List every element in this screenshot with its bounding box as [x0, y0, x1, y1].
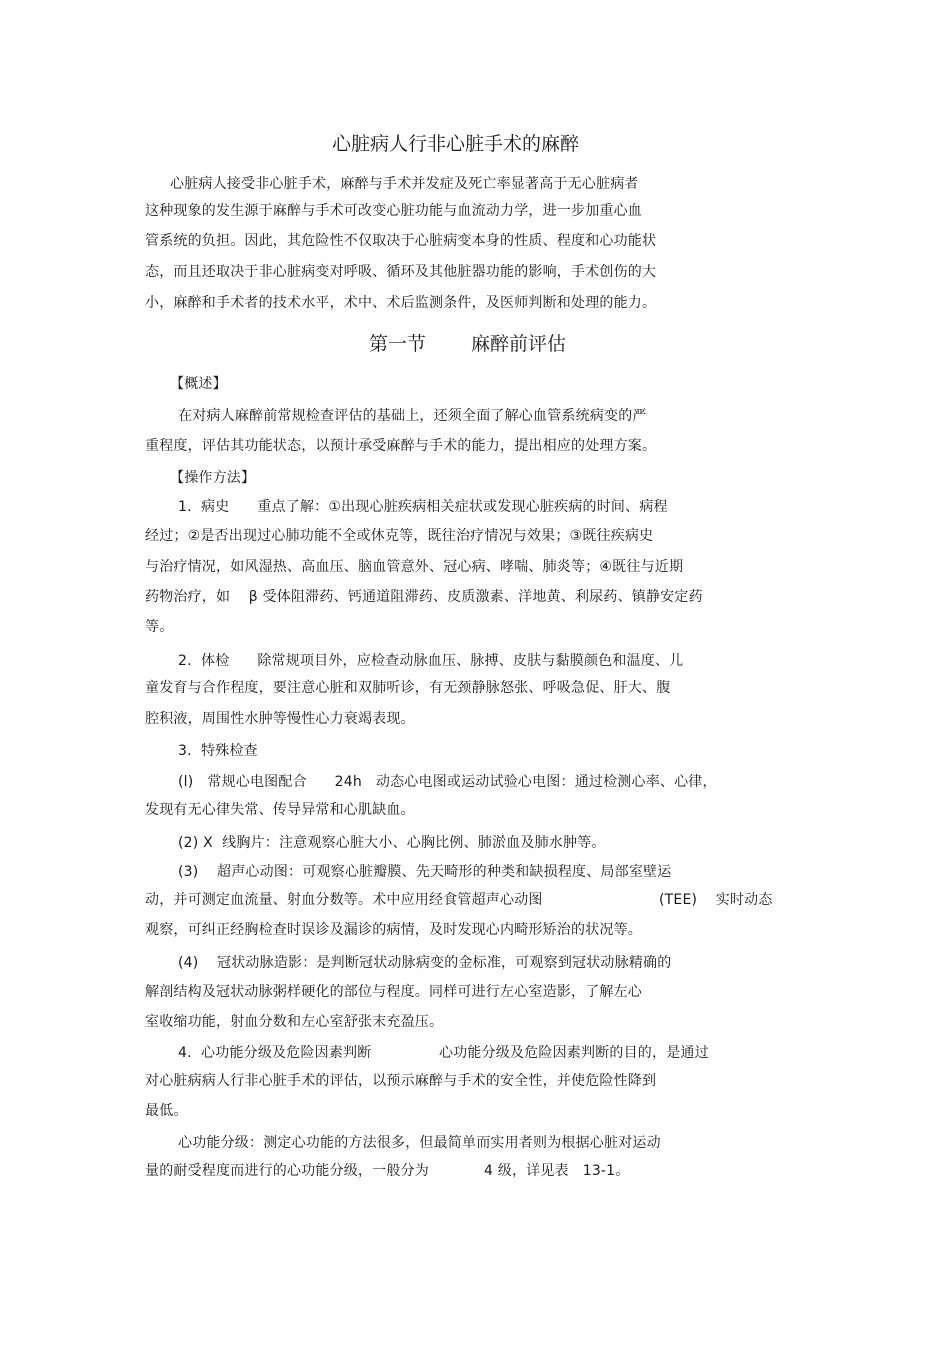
history-line: 等。: [145, 619, 174, 635]
intro-line: 管系统的负担。因此，其危险性不仅取决于心脏病变本身的性质、程度和心功能状: [145, 233, 657, 249]
method-label: 【操作方法】: [170, 470, 256, 486]
physical-line: 2. 体检 除常规项目外，应检查动脉血压、脉搏、皮肤与黏膜颜色和温度、儿: [178, 653, 684, 669]
special-exam-label: 3. 特殊检查: [178, 743, 258, 759]
intro-line: 态，而且还取决于非心脏病变对呼吸、循环及其他脏器功能的影响，手术创伤的大: [145, 264, 657, 280]
history-line: 1. 病史 重点了解：①出现心脏疾病相关症状或发现心脏疾病的时间、病程: [178, 499, 668, 515]
overview-line: 在对病人麻醉前常规检查评估的基础上，还须全面了解心血管系统病变的严: [178, 408, 647, 424]
section-number: 第一节: [369, 333, 427, 355]
physical-line: 童发育与合作程度，要注意心脏和双肺听诊，有无颈静脉怒张、呼吸急促、肝大、腹: [145, 680, 671, 696]
function-grade-line: 4 级，详见表 13-1。: [484, 1163, 630, 1179]
history-line: 药物治疗，如 β 受体阻滞药、钙通道阻滞药、皮质激素、洋地黄、利尿药、镇静安定药: [145, 589, 703, 605]
ecg-line: 发现有无心律失常、传导异常和心肌缺血。: [145, 802, 415, 818]
section-title: 麻醉前评估: [471, 333, 567, 355]
overview-line: 重程度，评估其功能状态，以预计承受麻醉与手术的能力，提出相应的处理方案。: [145, 438, 657, 454]
xray-paragraph: (2) X 线胸片：注意观察心脏大小、心胸比例、肺淤血及肺水肿等。: [178, 835, 606, 851]
history-line: 与治疗情况，如风湿热、高血压、脑血管意外、冠心病、哮喘、肺炎等；④既往与近期: [145, 559, 684, 575]
intro-line: 小，麻醉和手术者的技术水平，术中、术后监测条件，及医师判断和处理的能力。: [145, 295, 657, 311]
page-title: 心脏病人行非心脏手术的麻醉: [332, 133, 580, 155]
overview-label: 【概述】: [170, 376, 227, 392]
angio-line: 室收缩功能，射血分数和左心室舒张末充盈压。: [145, 1014, 444, 1030]
intro-line: 心脏病人接受非心脏手术，麻醉与手术并发症及死亡率显著高于无心脏病者: [170, 176, 639, 192]
ecg-line: (l) 常规心电图配合 24h 动态心电图或运动试验心电图：通过检测心率、心律，: [178, 774, 717, 790]
echo-line: (3) 超声心动图：可观察心脏瓣膜、先天畸形的种类和缺损程度、局部室壁运: [178, 864, 672, 880]
intro-line: 这种现象的发生源于麻醉与手术可改变心脏功能与血流动力学，进一步加重心血: [145, 203, 642, 219]
echo-line: 动，并可测定血流量、射血分数等。术中应用经食管超声心动图: [145, 892, 543, 908]
function-grade-line: 量的耐受程度而进行的心功能分级，一般分为: [145, 1163, 429, 1179]
angio-line: 解剖结构及冠状动脉粥样硬化的部位与程度。同样可进行左心室造影，了解左心: [145, 984, 642, 1000]
grading-line: 心功能分级及危险因素判断的目的，是通过: [439, 1045, 709, 1061]
grading-line: 最低。: [145, 1103, 188, 1119]
grading-line: 4. 心功能分级及危险因素判断: [178, 1045, 372, 1061]
angio-line: (4) 冠状动脉造影：是判断冠状动脉病变的金标准，可观察到冠状动脉精确的: [178, 955, 672, 971]
echo-line: (TEE) 实时动态: [659, 892, 773, 908]
echo-line: 观察，可纠正经胸检查时误诊及漏诊的病情，及时发现心内畸形矫治的状况等。: [145, 922, 642, 938]
grading-line: 对心脏病病人行非心脏手术的评估，以预示麻醉与手术的安全性，并使危险性降到: [145, 1073, 657, 1089]
history-line: 经过；②是否出现过心肺功能不全或休克等，既往治疗情况与效果；③既往疾病史: [145, 528, 654, 544]
physical-line: 腔积液，周围性水肿等慢性心力衰竭表现。: [145, 711, 415, 727]
function-grade-line: 心功能分级：测定心功能的方法很多，但最简单而实用者则为根据心脏对运动: [178, 1135, 661, 1151]
